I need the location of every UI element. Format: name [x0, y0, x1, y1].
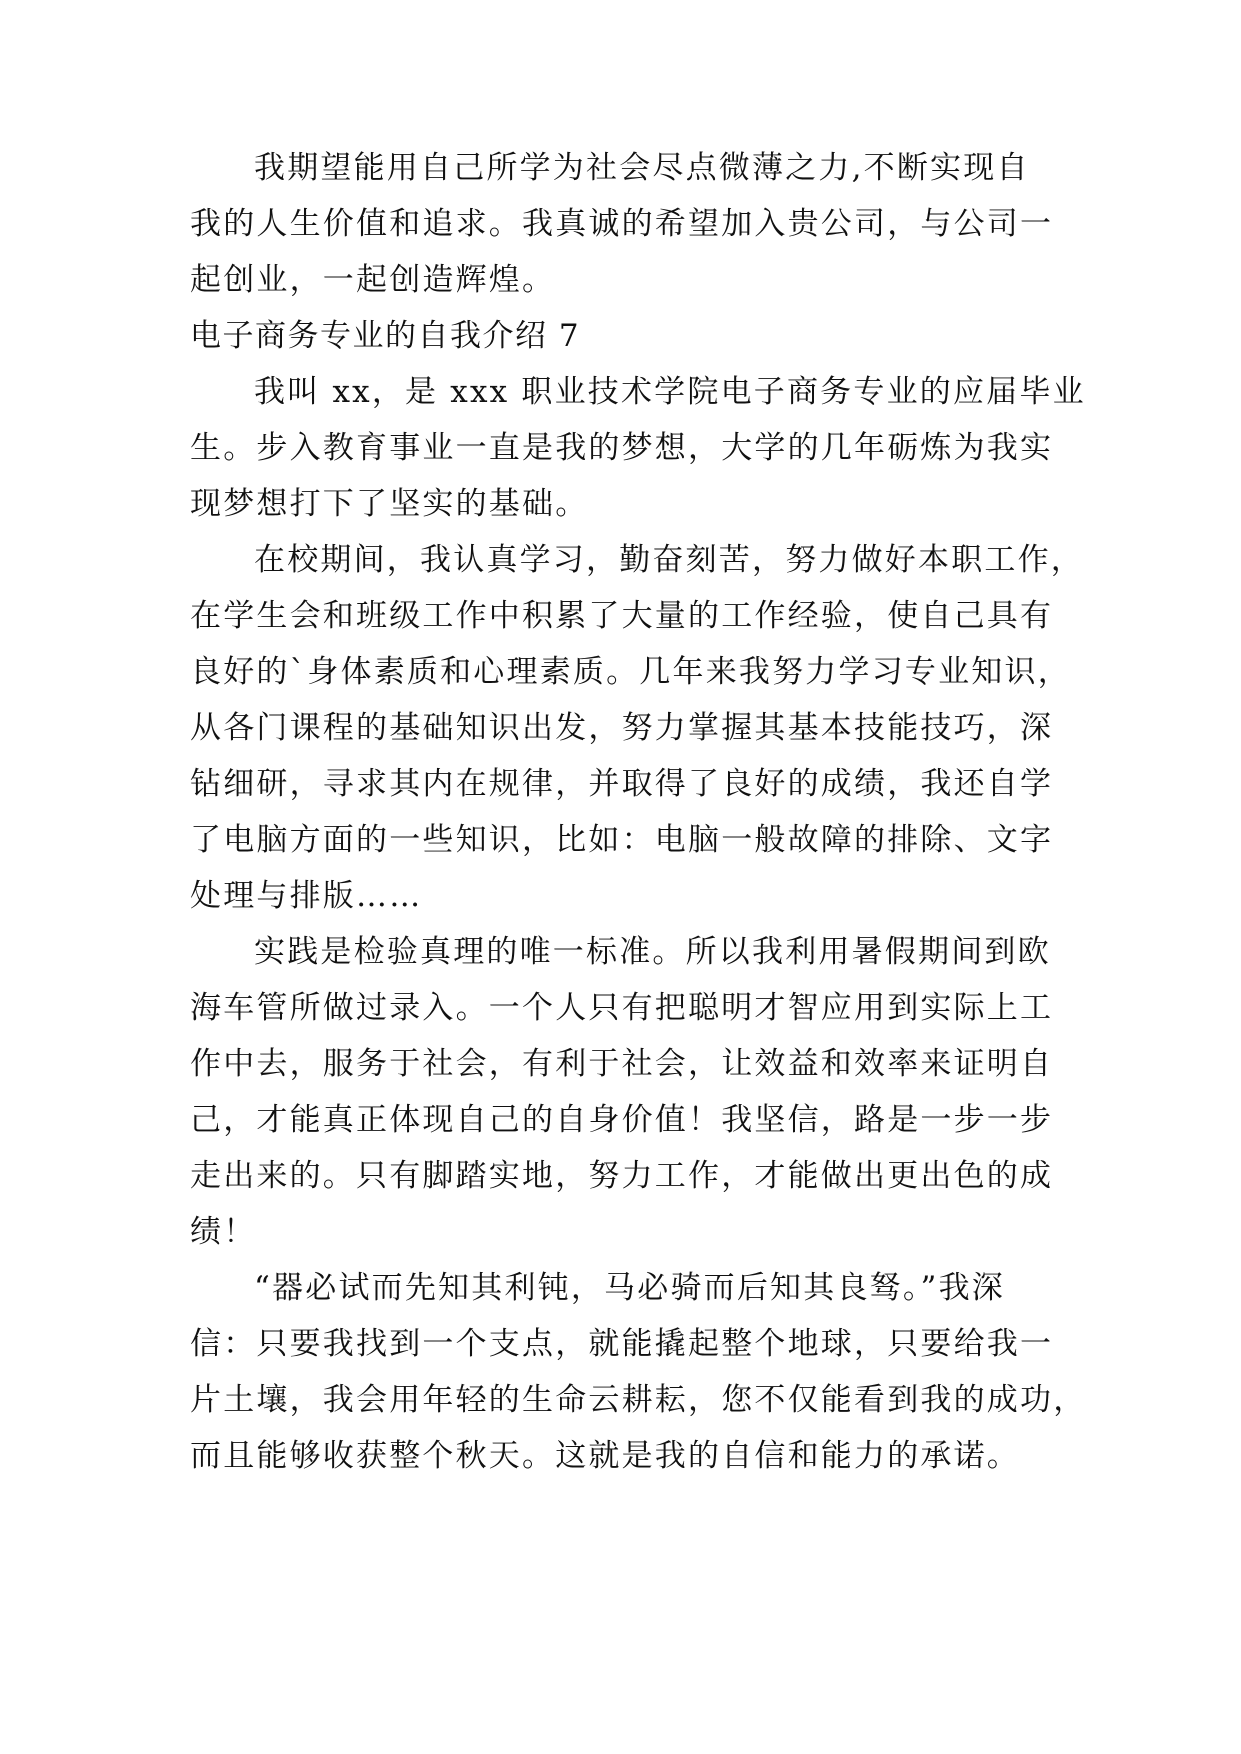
paragraph-line: 了电脑方面的一些知识，比如：电脑一般故障的排除、文字	[190, 822, 1054, 858]
paragraph-line: 己，才能真正体现自己的自身价值！我坚信，路是一步一步	[190, 1102, 1054, 1138]
paragraph-line: 实践是检验真理的唯一标准。所以我利用暑假期间到欧	[254, 934, 1051, 970]
paragraph-line: 良好的`身体素质和心理素质。几年来我努力学习专业知识，	[190, 654, 1071, 690]
paragraph-line: 而且能够收获整个秋天。这就是我的自信和能力的承诺。	[190, 1438, 1020, 1474]
paragraph-line: 信：只要我找到一个支点，就能撬起整个地球，只要给我一	[190, 1326, 1054, 1362]
paragraph-line: 作中去，服务于社会，有利于社会，让效益和效率来证明自	[190, 1046, 1054, 1082]
paragraph-line: 钻细研，寻求其内在规律，并取得了良好的成绩，我还自学	[190, 766, 1054, 802]
paragraph-line: 我期望能用自己所学为社会尽点微薄之力,不断实现自	[254, 150, 1030, 186]
paragraph-line: 在学生会和班级工作中积累了大量的工作经验，使自己具有	[190, 598, 1054, 634]
paragraph-line: 在校期间，我认真学习，勤奋刻苦，努力做好本职工作，	[254, 542, 1084, 578]
paragraph-line: 走出来的。只有脚踏实地，努力工作，才能做出更出色的成	[190, 1158, 1054, 1194]
paragraph-line: 绩！	[190, 1214, 257, 1250]
paragraph-line: 海车管所做过录入。一个人只有把聪明才智应用到实际上工	[190, 990, 1054, 1026]
paragraph-line: 我的人生价值和追求。我真诚的希望加入贵公司，与公司一	[190, 206, 1054, 242]
paragraph-line: 处理与排版……	[190, 878, 423, 914]
paragraph-line: 生。步入教育事业一直是我的梦想，大学的几年砺炼为我实	[190, 430, 1054, 466]
paragraph-line: “器必试而先知其利钝，马必骑而后知其良驽。”我深	[254, 1270, 1005, 1306]
paragraph-line: 片土壤，我会用年轻的生命云耕耘，您不仅能看到我的成功，	[190, 1382, 1087, 1418]
section-heading: 电子商务专业的自我介绍 7	[190, 318, 581, 354]
paragraph-line: 从各门课程的基础知识出发，努力掌握其基本技能技巧，深	[190, 710, 1054, 746]
paragraph-line: 我叫 xx，是 xxx 职业技术学院电子商务专业的应届毕业	[254, 374, 1086, 410]
paragraph-line: 起创业，一起创造辉煌。	[190, 262, 556, 298]
paragraph-line: 现梦想打下了坚实的基础。	[190, 486, 589, 522]
